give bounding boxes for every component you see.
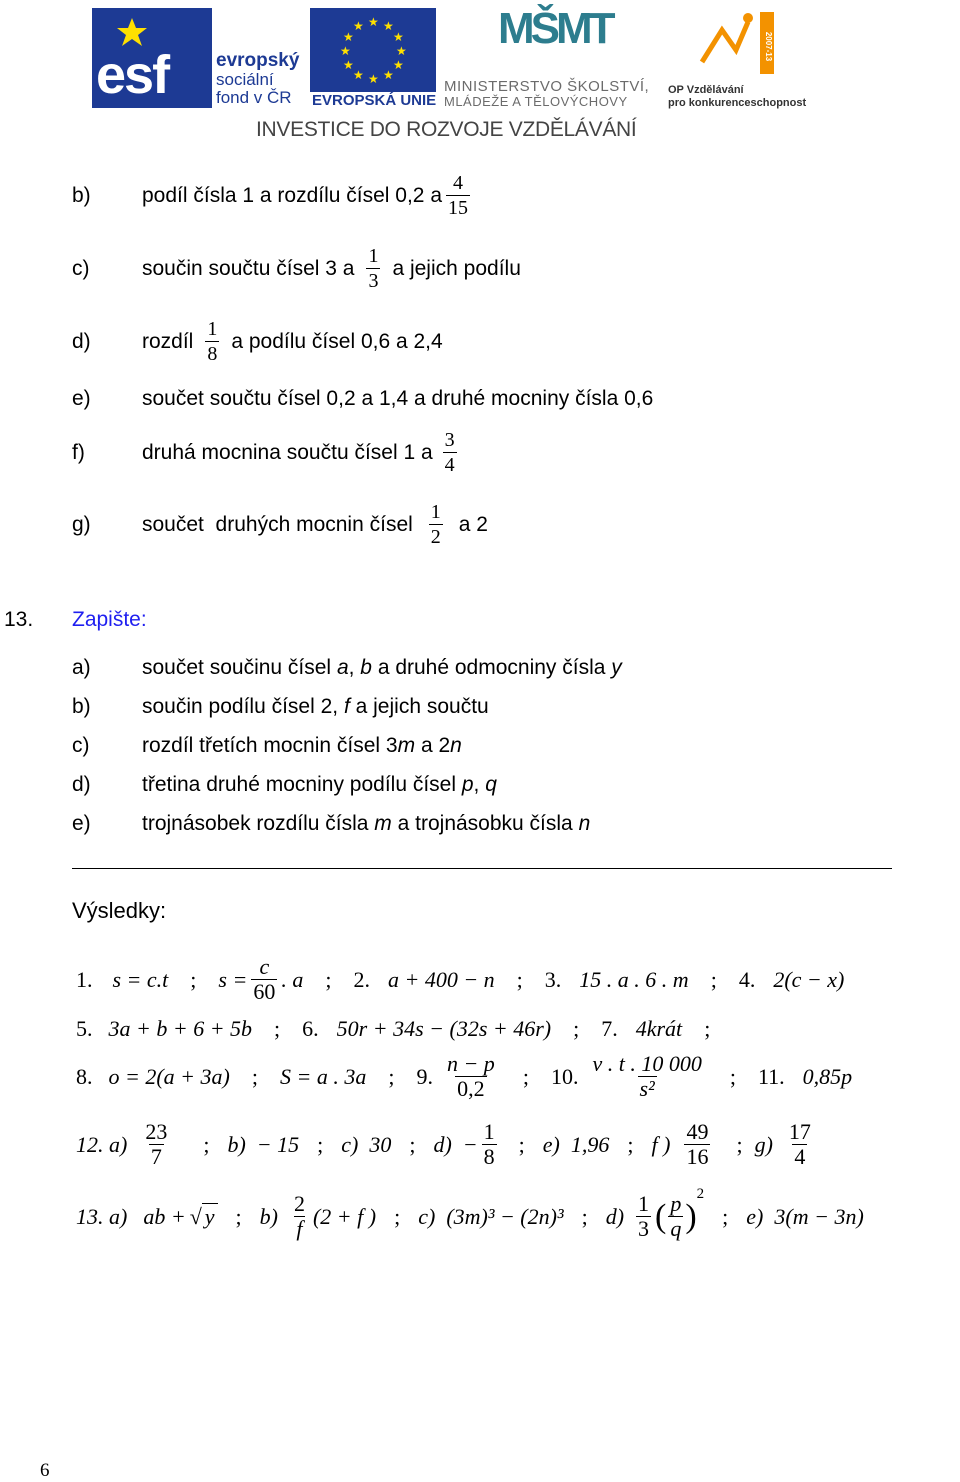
answer-1a: s = c.t [112,966,169,992]
msmt-line1: MINISTERSTVO ŠKOLSTVÍ, [444,78,650,95]
item-text: součet součinu čísel a, b a druhé odmocniny čísla y [142,655,622,679]
divider [72,868,892,869]
item-text: třetina druhé mocniny podílu čísel p, q [142,772,497,796]
fraction: $\frac{49}{16}$ [686,1119,709,1169]
fraction: $\frac{1}{3}$ [368,245,379,292]
svg-text:★: ★ [340,44,351,58]
answer-4: 2(c − x) [773,966,845,992]
op-logo [668,4,808,108]
fraction: $\frac{1}{8}$ [207,318,218,365]
fraction: $\frac{2}{f}$ [293,1191,305,1241]
ex13-item [72,687,622,726]
results-row-4: 12. a) $\frac{23}{7}$ ; b) − 15 ; c) 30 ; d) − $\frac{1}{8}$ ; e) 1,96 ; f ) $\frac{49}{16}$ ; g) $\frac{17}{4}$ [76,1119,811,1169]
ex12-item-f [72,428,467,477]
results-row-2: 5. 3a + b + 6 + 5b ; 6. 50r + 34s − (32s + 46r) ; 7. 4krát ; [76,1016,711,1041]
answer-7: 4krát [635,1016,683,1041]
fraction: $\frac{3}{4}$ [444,429,455,476]
svg-text:★: ★ [343,30,354,44]
fraction: $\frac{4}{15}$ [448,172,468,219]
answer-8b: S = a . 3a [279,1063,367,1089]
ex13-item [72,804,622,843]
eu-label: EVROPSKÁ UNIE [312,92,437,109]
fraction: $\frac{p}{q}$ [670,1191,682,1241]
svg-text:★: ★ [396,44,407,58]
ex12-item-d [72,317,443,366]
svg-text:★: ★ [343,58,354,72]
esf-line2: sociální [216,70,274,89]
exercise-title: Zapište: [72,608,147,631]
item-label: c) [72,733,90,757]
item-text: součin součtu čísel 3 a [142,256,355,280]
item-text: druhá mocnina součtu čísel 1 a [142,440,433,464]
ex12-item-g [72,500,488,549]
ex12-item-e [72,387,653,411]
esf-logo [92,8,302,108]
svg-text:★: ★ [368,15,379,29]
header-tagline: INVESTICE DO ROZVOJE VZDĚLÁVÁNÍ [256,118,637,141]
answer-5: 3a + b + 6 + 5b [108,1016,253,1041]
esf-line3: fond v ČR [216,88,292,107]
svg-text:★: ★ [353,68,364,82]
page-number: 6 [40,1460,50,1481]
fraction: $\frac{1}{8}$ [483,1119,495,1169]
item-text: podíl čísla 1 a rozdílu čísel 0,2 a [142,183,442,207]
svg-text:★: ★ [383,19,394,33]
results-row-3: 8. o = 2(a + 3a) ; S = a . 3a ; 9. $\frac{n - p}{0,2}$ ; 10. $\frac{v . t . 10 000}{\text{s²}}$ ; 11. 0,85p [76,1051,853,1101]
msmt-line2: MLÁDEŽE A TĚLOVÝCHOVY [444,94,628,109]
ex13-item [72,648,622,687]
results-row-5: 13. a) ab + √ y ; b) $\frac{2}{f}$ (2 + f ) ; c) (3m)³ − (2n)³ ; d) $\frac{1}{3}$ ( $\frac{p}{q}$ ) $^2$ ; e) 3(m − 3n) [76,1186,864,1241]
item-label: d) [72,772,91,796]
msmt-logo [444,4,664,108]
eu-flag-icon [310,8,436,92]
item-text: součin podílu čísel 2, f a jejich součtu [142,694,489,718]
fraction: $\frac{1}{2}$ [430,501,441,548]
esf-letters: esf [96,45,169,105]
svg-text:★: ★ [353,19,364,33]
item-label: d) [72,329,91,353]
exercise-number: 13. [4,608,34,631]
ex13-item [72,726,622,765]
fraction: $\frac{v . t . 10 000}{\text{s²}}$ [592,1051,702,1101]
item-text: a podílu čísel 0,6 a 2,4 [231,329,443,353]
fraction: $\frac{23}{7}$ [145,1119,168,1169]
esf-line1: evropský [216,50,300,71]
answer-3: 15 . a . 6 . m [579,966,689,992]
op-line1: OP Vzdělávání [668,84,744,96]
item-label: b) [72,183,91,207]
item-text: součet součtu čísel 0,2 a 1,4 a druhé mocniny čísla 0,6 [142,387,654,410]
svg-text:★: ★ [368,72,379,86]
item-label: b) [72,694,91,718]
msmt-letters: MŠMT [498,4,612,53]
square-root: √ y [190,1204,218,1230]
ex13-heading [4,608,147,632]
item-label: g) [72,512,91,536]
answer-11: 0,85p [802,1063,853,1089]
svg-text:★: ★ [393,58,404,72]
fraction: $\frac{c}{60}$ [253,954,276,1004]
fraction: $\frac{17}{4}$ [788,1119,811,1169]
item-label: e) [72,387,91,410]
svg-text:★: ★ [383,68,394,82]
item-label: c) [72,256,90,280]
item-text: rozdíl [142,329,194,353]
op-year: 2007-13 [764,31,774,62]
ex13-items [72,648,622,843]
item-text: a jejich podílu [392,256,521,280]
results-title: Výsledky: [72,898,167,923]
eu-logo [310,8,436,108]
results-row-1: 1. s = c.t ; s = $\frac{c}{60}$ . a ; 2. a + 400 − n ; 3. 15 . a . 6 . m ; 4. 2(c − x) [76,954,845,1004]
answer-6: 50r + 34s − (32s + 46r) [336,1016,552,1041]
item-text: rozdíl třetích mocnin čísel 3m a 2n [142,733,462,757]
item-text: součet druhých mocnin čísel [142,512,413,536]
item-label: e) [72,811,91,835]
ex12-item-c [72,244,521,293]
op-logo-graphic [668,4,808,80]
svg-text:★: ★ [393,30,404,44]
item-text: trojnásobek rozdílu čísla m a trojnásobku čísla n [142,811,591,835]
fraction: $\frac{n - p}{0,2}$ [446,1051,495,1101]
answer-2: a + 400 − n [387,966,495,992]
answer-1b: s = [218,966,248,992]
op-line2: pro konkurenceschopnost [668,97,807,109]
ex12-item-b [72,171,474,220]
ex13-item [72,765,622,804]
item-label: a) [72,655,91,679]
item-label: f) [72,440,85,464]
fraction: $\frac{1}{3}$ [638,1191,650,1241]
item-text: a 2 [458,512,488,536]
answer-8a: o = 2(a + 3a) [108,1063,230,1089]
